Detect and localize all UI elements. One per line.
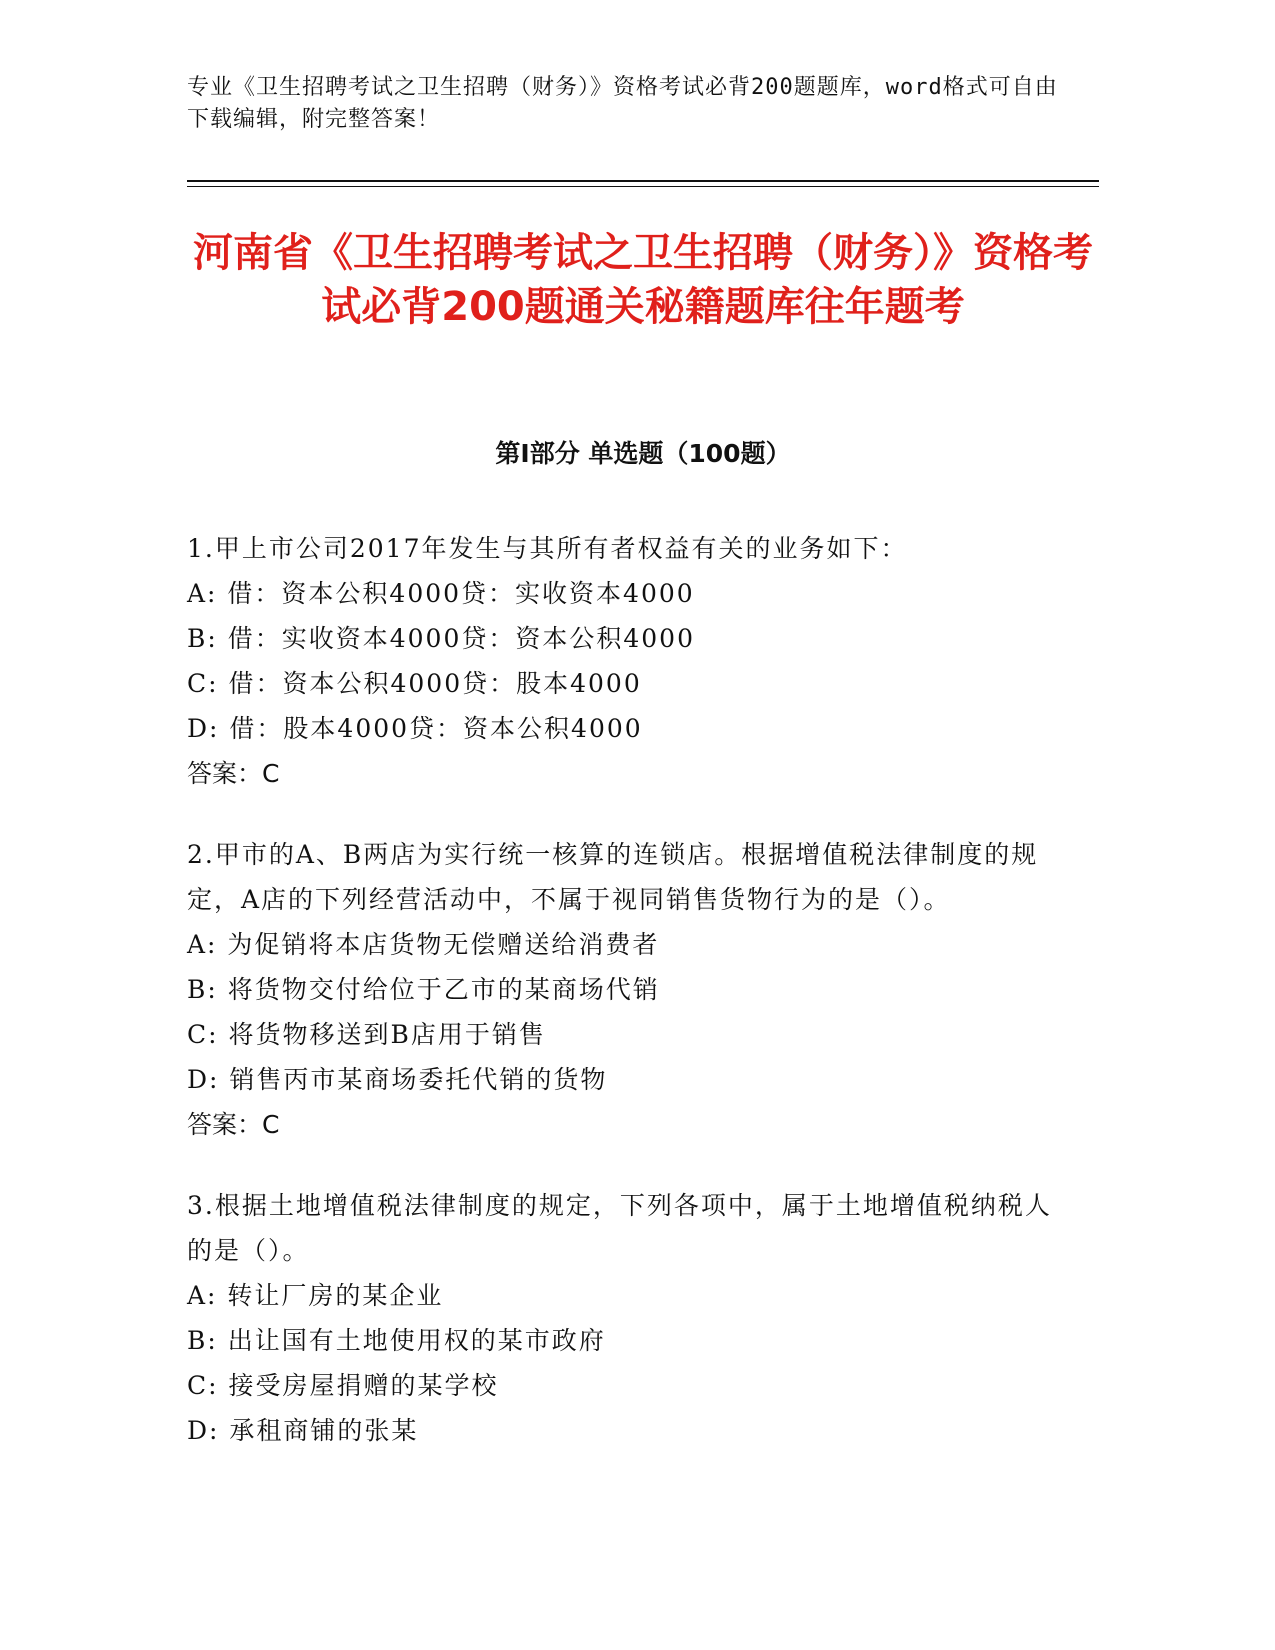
main-title: 河南省《卫生招聘考试之卫生招聘（财务）》资格考试必背200题通关秘籍题库往年题考 <box>193 230 1093 330</box>
option-c: C: 借：资本公积4000贷：股本4000 <box>187 669 642 698</box>
question-2 <box>187 832 1067 1147</box>
answer: 答案：C <box>187 1110 280 1139</box>
header-divider-thick <box>187 180 1099 182</box>
question-text: 1.甲上市公司2017年发生与其所有者权益有关的业务如下： <box>187 534 908 563</box>
option-d: D: 承租商铺的张某 <box>187 1416 419 1445</box>
question-3 <box>187 1183 1067 1453</box>
option-b: B: 出让国有土地使用权的某市政府 <box>187 1326 606 1355</box>
question-text: 2.甲市的A、B两店为实行统一核算的连锁店。根据增值税法律制度的规定，A店的下列经营活动中，不属于视同销售货物行为的是（）。 <box>187 840 1039 914</box>
option-c: C: 接受房屋捐赠的某学校 <box>187 1371 499 1400</box>
question-1 <box>187 526 1067 796</box>
answer: 答案：C <box>187 759 280 788</box>
option-d: D: 借：股本4000贷：资本公积4000 <box>187 714 643 743</box>
option-b: B: 将货物交付给位于乙市的某商场代销 <box>187 975 660 1004</box>
option-b: B: 借：实收资本4000贷：资本公积4000 <box>187 624 695 653</box>
question-list <box>187 526 1067 1489</box>
option-a: A: 借：资本公积4000贷：实收资本4000 <box>187 579 695 608</box>
option-c: C: 将货物移送到B店用于销售 <box>187 1020 546 1049</box>
header-divider-thin <box>187 186 1099 187</box>
section-title: 第Ⅰ部分 单选题（100题） <box>495 439 791 468</box>
option-a: A: 转让厂房的某企业 <box>187 1281 444 1310</box>
header-note: 专业《卫生招聘考试之卫生招聘（财务）》资格考试必背200题题库，word格式可自由下载编辑，附完整答案！ <box>187 75 1058 132</box>
option-a: A: 为促销将本店货物无偿赠送给消费者 <box>187 930 660 959</box>
option-d: D: 销售丙市某商场委托代销的货物 <box>187 1065 608 1094</box>
question-text: 3.根据土地增值税法律制度的规定，下列各项中，属于土地增值税纳税人的是（）。 <box>187 1191 1052 1265</box>
